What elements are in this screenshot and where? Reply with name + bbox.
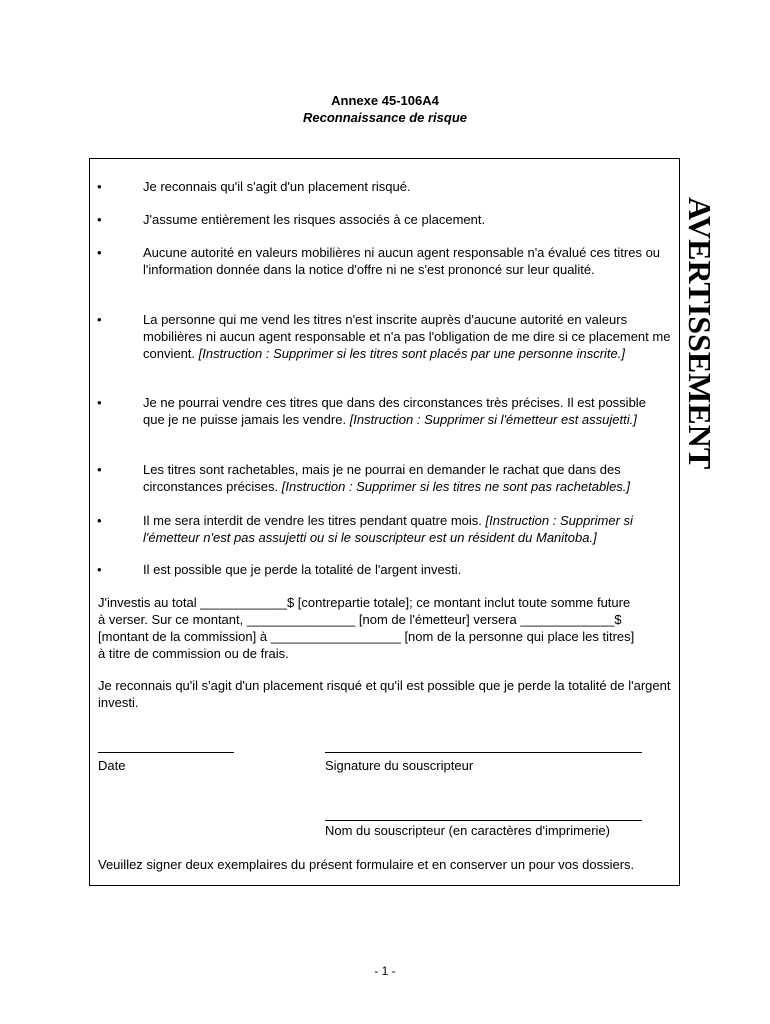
form-subtitle: Reconnaissance de risque — [302, 110, 467, 125]
page-number: - 1 - — [374, 964, 396, 978]
bullet-marker: • — [97, 245, 102, 260]
bullet-text: Il me sera interdit de vendre les titres pendant quatre mois. — [143, 513, 482, 528]
bullet-content — [143, 311, 671, 362]
bullet-marker: • — [97, 513, 102, 528]
bullet-text: J'assume entièrement les risques associés à ce placement. — [143, 212, 486, 227]
bullet-text: La personne qui me vend les titres n'est inscrite auprès d'aucune autorité en valeurs mobilières ni aucun agent responsable et n'a pas l'obligation de me dire si ce placement me convient. — [143, 312, 671, 361]
bullet-text: Les titres sont rachetables, mais je ne pourrai en demander le rachat que dans des circonstances précises. — [143, 462, 621, 494]
bullet-marker: • — [97, 179, 102, 194]
bullet-text: Je reconnais qu'il s'agit d'un placement risqué. — [143, 179, 411, 194]
investment-line: à titre de commission ou de frais. — [98, 646, 289, 661]
bullet-instruction: [Instruction : Supprimer si les titres ne sont pas rachetables.] — [281, 479, 631, 494]
name-label: Nom du souscripteur (en caractères d'imprimerie) — [325, 823, 610, 838]
bullet-marker: • — [97, 395, 102, 410]
investment-line: à verser. Sur ce montant, _______________ [nom de l'émetteur] versera _____________$ — [98, 612, 622, 627]
bullet-content — [143, 461, 671, 495]
bullet-marker: • — [97, 212, 102, 227]
bullet-instruction: [Instruction : Supprimer si l'émetteur n'est pas assujetti ou si le souscripteur est un résident du Manitoba.] — [143, 513, 633, 545]
investment-line: J'investis au total ____________$ [contrepartie totale]; ce montant inclut toute somme future — [98, 595, 631, 610]
bullet-marker: • — [97, 312, 102, 327]
bullet-content — [143, 512, 671, 546]
acknowledgement-paragraph: Je reconnais qu'il s'agit d'un placement risqué et qu'il est possible que je perde la totalité de l'argent investi. — [98, 678, 671, 710]
signature-label: Signature du souscripteur — [325, 758, 474, 773]
bullet-marker: • — [97, 562, 102, 577]
date-label: Date — [98, 758, 126, 773]
side-warning-label: AVERTISSEMENT — [682, 197, 718, 470]
investment-line: [montant de la commission] à __________________ [nom de la personne qui place les titres] — [98, 629, 635, 644]
bullet-instruction: [Instruction : Supprimer si l'émetteur est assujetti.] — [349, 412, 637, 427]
date-line — [98, 752, 234, 753]
name-line — [325, 820, 642, 821]
signature-line — [325, 752, 642, 753]
bullet-text: Aucune autorité en valeurs mobilières ni aucun agent responsable n'a évalué ces titres ou l'information donnée dans la notice d'offre ni ne s'est prononcé sur leur qualité. — [143, 245, 661, 277]
bullet-text: Il est possible que je perde la totalité de l'argent investi. — [143, 562, 462, 577]
closing-note: Veuillez signer deux exemplaires du présent formulaire et en conserver un pour vos dossiers. — [98, 857, 635, 872]
investment-paragraph — [98, 594, 673, 662]
bullet-instruction: [Instruction : Supprimer si les titres sont placés par une personne inscrite.] — [198, 346, 625, 361]
annex-title: Annexe 45-106A4 — [331, 93, 439, 108]
bullet-marker: • — [97, 462, 102, 477]
bullet-content — [143, 394, 671, 428]
bullet-text: Je ne pourrai vendre ces titres que dans des circonstances très précises. Il est possible que je ne puisse jamais les vendre. — [143, 395, 646, 427]
